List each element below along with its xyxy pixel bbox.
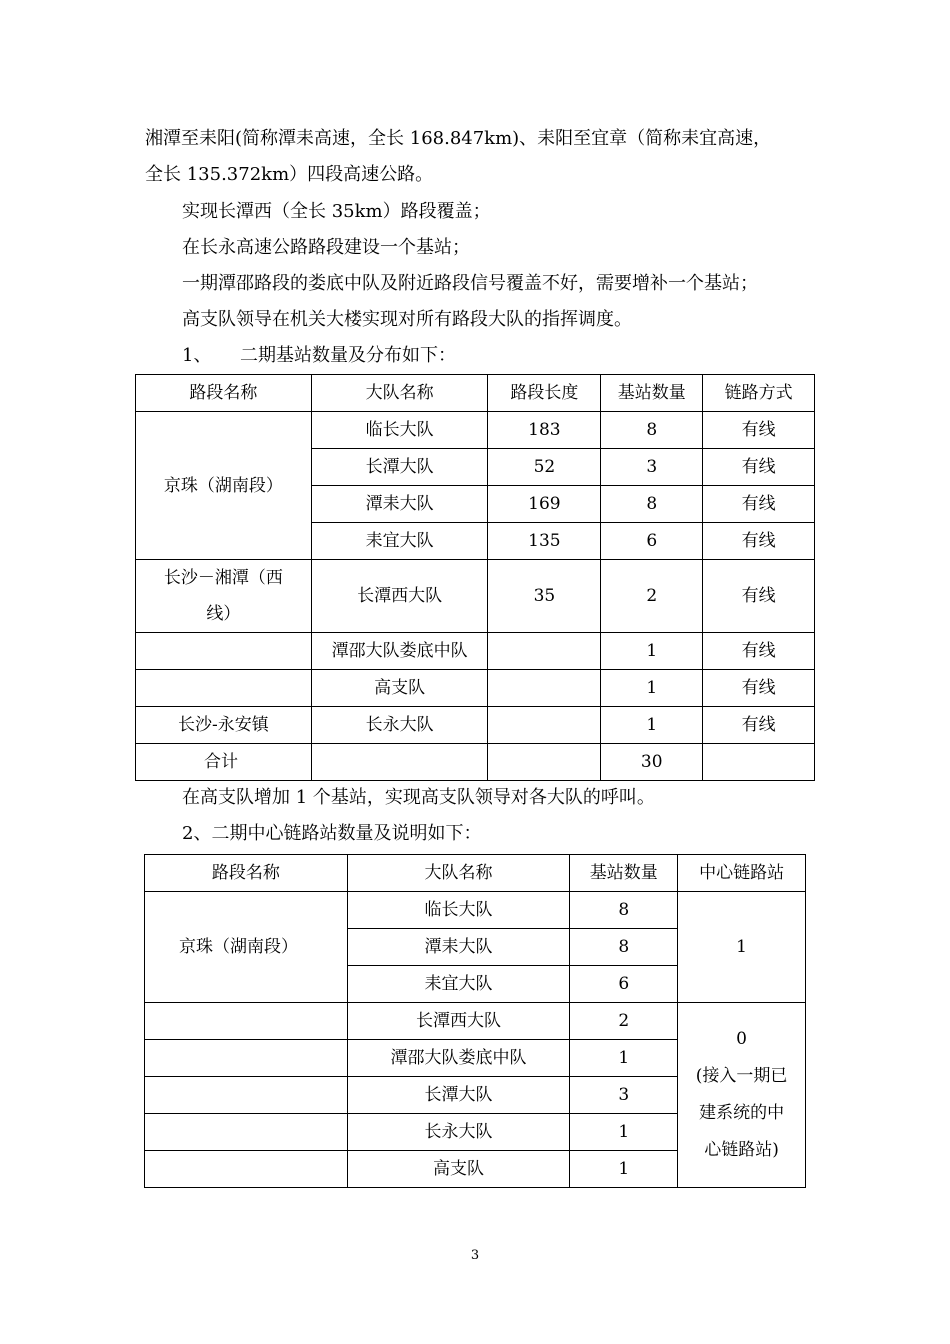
table-cell [136,633,312,670]
table-cell: 长永大队 [347,1114,570,1151]
table-cell: 潭邵大队娄底中队 [311,633,488,670]
header-cell: 中心链路站 [678,855,806,892]
table-cell: 6 [570,966,678,1003]
paragraph-line-1: 湘潭至耒阳(简称潭耒高速，全长 168.847km)、耒阳至宜章（简称耒宜高速， [145,128,772,149]
table-cell: 183 [488,412,601,449]
paragraph-line-5: 一期潭邵路段的娄底中队及附近路段信号覆盖不好，需要增补一个基站； [182,273,758,294]
table-cell: 35 [488,560,601,633]
table-cell: 52 [488,449,601,486]
table-cell: 1 [570,1151,678,1188]
section-2-title: 2、二期中心链路站数量及说明如下： [182,823,482,844]
table-cell: 3 [601,449,703,486]
table-cell [145,1003,348,1040]
header-cell: 大队名称 [311,375,488,412]
table-cell [703,744,815,781]
table-cell: 1 [570,1114,678,1151]
center-note-line: 0 [736,1029,747,1049]
table-cell: 8 [570,929,678,966]
table-cell: 3 [570,1077,678,1114]
table-cell [136,670,312,707]
table-row [136,412,815,449]
table-cell: 高支队 [311,670,488,707]
table-cell: 169 [488,486,601,523]
header-cell: 基站数量 [601,375,703,412]
table-cell: 1 [601,670,703,707]
header-cell: 大队名称 [347,855,570,892]
table-cell: 有线 [703,633,815,670]
table-cell: 耒宜大队 [311,523,488,560]
table-cell: 2 [601,560,703,633]
header-cell: 链路方式 [703,375,815,412]
table-cell [145,1040,348,1077]
table-cell: 临长大队 [347,892,570,929]
table-row [136,670,815,707]
table-cell: 有线 [703,412,815,449]
table-header-row [136,375,815,412]
table-cell: 长永大队 [311,707,488,744]
table-cell [488,744,601,781]
paragraph-line-6: 高支队领导在机关大楼实现对所有路段大队的指挥调度。 [182,309,632,330]
table-cell: 有线 [703,707,815,744]
table-cell: 有线 [703,560,815,633]
table-cell: 高支队 [347,1151,570,1188]
table-cell: 1 [601,633,703,670]
table-cell: 长潭大队 [347,1077,570,1114]
base-station-table [135,374,815,781]
table-cell: 135 [488,523,601,560]
table-cell: 8 [601,486,703,523]
table-cell [145,1151,348,1188]
table-cell: 1 [570,1040,678,1077]
table-row [136,707,815,744]
group-cell: 京珠（湖南段） [136,412,312,560]
total-value: 30 [601,744,703,781]
header-cell: 基站数量 [570,855,678,892]
table-cell: 潭邵大队娄底中队 [347,1040,570,1077]
table-cell: 2 [570,1003,678,1040]
table-cell: 长潭西大队 [311,560,488,633]
table-cell: 有线 [703,523,815,560]
table-cell: 6 [601,523,703,560]
paragraph-line-3: 实现长潭西（全长 35km）路段覆盖； [182,201,491,222]
table-header-row [145,855,806,892]
table-cell: 8 [570,892,678,929]
paragraph-line-4: 在长永高速公路路段建设一个基站； [182,237,470,258]
header-cell: 路段长度 [488,375,601,412]
center-note-line: 心链路站) [704,1140,779,1160]
paragraph-line-2: 全长 135.372km）四段高速公路。 [145,164,434,185]
table-cell [488,633,601,670]
center-link-table [144,854,806,1188]
table-row [145,892,806,929]
table-cell [145,1114,348,1151]
header-cell: 路段名称 [136,375,312,412]
page-number: 3 [470,1248,480,1263]
table-cell: 有线 [703,449,815,486]
table-cell: 潭耒大队 [347,929,570,966]
center-note-line: 建系统的中 [699,1103,785,1123]
table-cell: 1 [601,707,703,744]
table-cell [488,707,601,744]
center-station-note [678,1003,806,1188]
section-1-title: 1、 二期基站数量及分布如下： [182,345,457,366]
table-cell: 长潭大队 [311,449,488,486]
table-cell: 有线 [703,670,815,707]
table-cell: 潭耒大队 [311,486,488,523]
table-cell: 8 [601,412,703,449]
group-cell: 长沙－湘潭（西线） [136,560,312,633]
table-row [136,633,815,670]
table-cell: 临长大队 [311,412,488,449]
table-cell: 长潭西大队 [347,1003,570,1040]
table-row [145,1003,806,1040]
table-cell: 长沙-永安镇 [136,707,312,744]
after-table-note: 在高支队增加 1 个基站，实现高支队领导对各大队的呼叫。 [182,787,655,808]
table-row [136,560,815,633]
table-cell [488,670,601,707]
header-cell: 路段名称 [145,855,348,892]
center-station-cell: 1 [678,892,806,1003]
table-cell: 耒宜大队 [347,966,570,1003]
table-cell [311,744,488,781]
table-cell [145,1077,348,1114]
total-label: 合计 [136,744,312,781]
center-note-line: (接入一期已 [695,1066,788,1086]
total-row [136,744,815,781]
table-cell: 有线 [703,486,815,523]
group-cell: 京珠（湖南段） [145,892,348,1003]
